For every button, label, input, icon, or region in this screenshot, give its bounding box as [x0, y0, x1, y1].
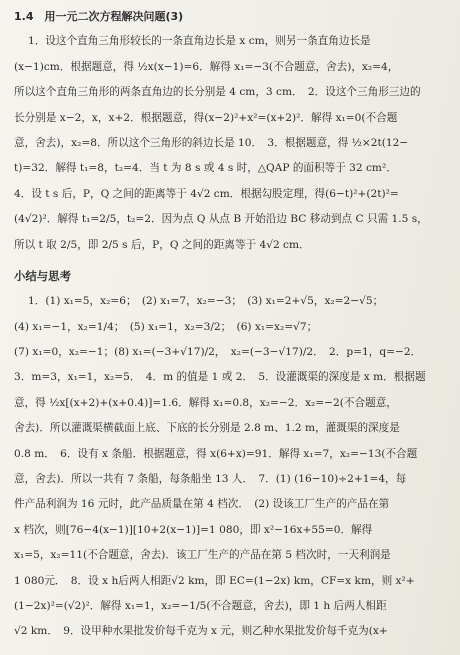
text-line: 所以这个直角三角形的两条直角边的长分别是 4 cm，3 cm． 2．设这个三角形三边的	[14, 86, 421, 99]
text-line: 舍去)．所以灌溉渠横截面上底、下底的长分别是 2.8 m、1.2 m，灌溉渠的深度是	[14, 422, 400, 435]
text-line: x₁=5，x₂=11(不合题意，舍去)．该工厂生产的产品在第 5 档次时，一天利润是	[14, 549, 391, 562]
text-line: (x−1)cm．根据题意，得 ½x(x−1)=6．解得 x₁=−3(不合题意，舍去)，x₂=4，	[14, 60, 399, 73]
text-line: 0.8 m． 6．设有 x 条船．根据题意，得 x(6+x)=91．解得 x₁=7，x₂=−13(不合题	[14, 447, 418, 460]
text-line: (4) x₁=−1，x₂=1/4； (5) x₁=1，x₂=3/2； (6) x₁=x₂=√7；	[14, 320, 318, 333]
summary-heading: 小结与思考	[14, 268, 71, 283]
text-line: 意，得 ½x[(x+2)+(x+0.4)]=1.6．解得 x₁=0.8，x₂=−2．x₂=−2(不合题意，	[14, 396, 397, 409]
text-line: 件产品利润为 16 元时，此产品质量在第 4 档次． (2) 设该工厂生产的产品在第	[14, 498, 390, 511]
text-line: 1．(1) x₁=5，x₂=6； (2) x₁=7，x₂=−3； (3) x₁=2+√5，x₂=2−√5；	[28, 295, 384, 308]
text-line: 所以 t 取 2/5，即 2/5 s 后，P，Q 之间的距离等于 4√2 cm．	[14, 238, 310, 251]
text-line: t)=32．解得 t₁=8，t₂=4．当 t 为 8 s 或 4 s 时，△QAP 的面积等于 32 cm²．	[14, 162, 397, 175]
answer-content	[14, 4, 454, 645]
text-line: (4√2)²．解得 t₁=2/5，t₂=2．因为点 Q 从点 B 开始沿边 BC 移动到点 C 只需 1.5 s，	[14, 213, 428, 226]
text-line: (7) x₁=0，x₂=−1；(8) x₁=(−3+√17)/2， x₂=(−3−√17)/2． 2．p=1，q=−2．	[14, 346, 422, 359]
text-line: 长分别是 x−2，x，x+2．根据题意，得(x−2)²+x²=(x+2)²．解得 x₁=0(不合题	[14, 111, 398, 124]
text-line: 意，舍去)，x₂=8．所以这个三角形的斜边长是 10． 3．根据题意，得 ½×2t(12−	[14, 136, 409, 149]
text-line: √2 km． 9．设甲种水果批发价每千克为 x 元，则乙种水果批发价每千克为(x+	[14, 625, 388, 638]
text-line: 1 080元． 8．设 x h后两人相距√2 km，即 EC=(1−2x) km，CF=x km，则 x²+	[14, 574, 415, 587]
section-title: 1.4 用一元二次方程解决问题(3)	[14, 10, 184, 23]
text-line: 意，舍去)．所以一共有 7 条船，每条船坐 13 人． 7．(1) (16−10)÷2+1=4，每	[14, 473, 407, 486]
text-line: x 档次，则[76−4(x−1)][10+2(x−1)]=1 080，即 x²−16x+55=0．解得	[14, 523, 373, 536]
text-line: 1．设这个直角三角形较长的一条直角边长是 x cm，则另一条直角边长是	[28, 35, 371, 48]
text-line: 3．m=3，x₁=1，x₂=5． 4．m 的值是 1 或 2． 5．设灌溉渠的深度是 x m．根据题	[14, 371, 426, 384]
text-line: 4．设 t s 后，P，Q 之间的距离等于 4√2 cm．根据勾股定理，得(6−t)²+(2t)²=	[14, 187, 399, 200]
text-line: (1−2x)²=(√2)²．解得 x₁=1，x₂=−1/5(不合题意，舍去)，即 1 h 后两人相距	[14, 599, 387, 612]
